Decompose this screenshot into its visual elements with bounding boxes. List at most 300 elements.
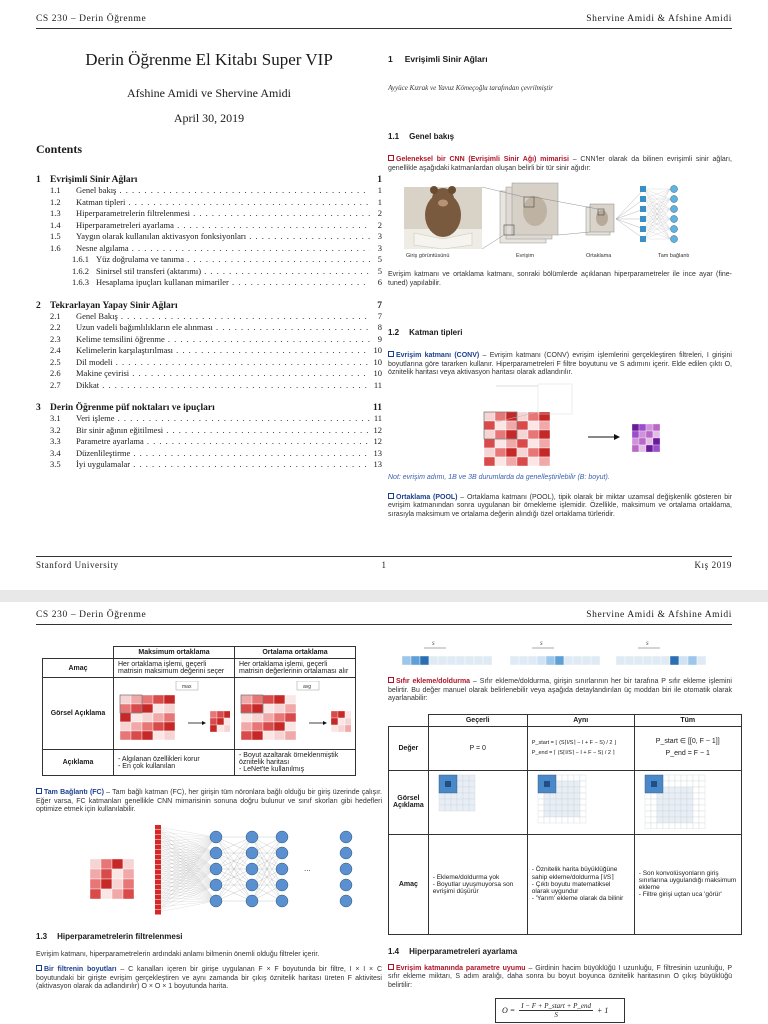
pad-cell <box>574 775 580 781</box>
conv-input-grid <box>484 412 550 466</box>
pad-filter-center <box>544 781 550 787</box>
pool-output-cell <box>217 718 224 725</box>
pad-cell <box>645 793 651 799</box>
fc-hidden-neuron <box>276 895 288 907</box>
pad-cell <box>651 799 657 805</box>
conv-output-cell <box>646 431 653 438</box>
pad-cell <box>574 799 580 805</box>
pad-cell <box>699 811 705 817</box>
toc-entry[interactable]: 1.6.2 Sinirsel stil transferi (aktarımı) . . . 5 <box>36 266 382 278</box>
toc-entry[interactable]: 2.5 Dil modeli . . . 10 <box>36 357 382 369</box>
pool-output-cell <box>210 711 217 718</box>
toc-section[interactable]: 2 Tekrarlayan Yapay Sinir Ağları 7 <box>36 300 382 311</box>
pool-cell <box>142 722 153 731</box>
toc-section[interactable]: 1 Evrişimli Sinir Ağları 1 <box>36 175 382 185</box>
pad-cell <box>544 817 550 823</box>
toc-entry[interactable]: 2.2 Uzun vadeli bağımlılıkların ele alınması . . . 8 <box>36 322 382 334</box>
fig-label-conv: Evrişim <box>516 253 535 259</box>
pad-cell <box>538 805 544 811</box>
conv-cell <box>506 448 517 457</box>
pool-output-cell <box>224 718 230 725</box>
pad-cell <box>645 811 651 817</box>
pad-cell <box>669 787 675 793</box>
toc-entry[interactable]: 1.2 Katman tipleri . . . 1 <box>36 197 382 209</box>
fc-flat-neuron <box>155 900 161 905</box>
pad-cell <box>681 781 687 787</box>
conv-cell <box>506 421 517 430</box>
max-pool-input-grid <box>120 695 175 740</box>
table-row <box>43 659 356 678</box>
pool-cell <box>241 695 252 704</box>
stride-cell <box>438 656 447 665</box>
fc-input-cell <box>112 879 123 889</box>
toc-entry[interactable]: 3.1 Veri işleme . . . 11 <box>36 413 382 425</box>
title-toc-column <box>36 50 382 471</box>
pad-cell <box>669 793 675 799</box>
pad-cell <box>580 793 586 799</box>
pad-cell <box>580 781 586 787</box>
pad-filter-center <box>651 781 657 787</box>
stride-cell <box>456 656 465 665</box>
pad-cell <box>669 823 675 829</box>
pad-cell <box>699 793 705 799</box>
pool-cell <box>142 713 153 722</box>
fc-input-cell <box>123 869 134 879</box>
max-pool-output-grid <box>210 711 230 732</box>
pad-cell <box>550 805 556 811</box>
row-header-gorsel: Görsel Açıklama <box>389 770 429 834</box>
fc-hidden-neuron <box>276 847 288 859</box>
pad-cell <box>651 811 657 817</box>
cell-avg-aciklama: - Boyut azaltarak örneklenmiştik öznitelik haritası - LeNet'te kullanılmış <box>235 750 356 776</box>
conv-output-cell <box>639 431 646 438</box>
toc-entry[interactable]: 3.3 Parametre ayarlama . . . 12 <box>36 436 382 448</box>
fc-output-neuron <box>671 236 678 243</box>
pad-cell <box>445 799 451 805</box>
toc-entry[interactable]: 1.6.3 Hesaplama ipuçları kullanan mimariler . . . 6 <box>36 277 382 289</box>
footer <box>36 560 732 570</box>
fc-neuron <box>640 196 646 202</box>
stride-cell <box>465 656 474 665</box>
keyword-conv: Evrişim katmanı (CONV) <box>388 352 479 359</box>
stride-cell <box>537 656 546 665</box>
formula-rhs: + 1 <box>596 1006 609 1015</box>
fc-output-neuron <box>340 847 352 859</box>
pad-cell <box>651 805 657 811</box>
fc-input-cell <box>123 859 134 869</box>
stride-label: S <box>646 642 649 647</box>
pool-cell <box>153 713 164 722</box>
running-head-left: CS 230 – Derin Öğrenme <box>36 610 147 620</box>
pad-cell <box>699 799 705 805</box>
pad-cell <box>580 805 586 811</box>
pad-cell <box>580 817 586 823</box>
fc-output-neuron <box>671 196 678 203</box>
page-gap <box>0 590 768 602</box>
pad-cell <box>568 787 574 793</box>
pad-cell <box>538 817 544 823</box>
pad-cell <box>580 775 586 781</box>
stride-cell <box>625 656 634 665</box>
stride-cell <box>634 656 643 665</box>
fc-hidden-neuron <box>246 879 258 891</box>
conv-cell <box>484 439 495 448</box>
pool-cell <box>131 722 142 731</box>
pad-cell <box>663 781 669 787</box>
pad-cell <box>681 787 687 793</box>
fc-flat-neuron <box>155 850 161 855</box>
cell-same-amac: - Öznitelik harita büyüklüğüne sahip ekleme/doldurma ⌈I/S⌉ - Çıktı boyutu matematiksel olarak uygundur - 'Yarım' ekleme olarak da bilinir <box>527 834 634 934</box>
contents-heading: Contents <box>36 142 83 156</box>
stride-cell <box>652 656 661 665</box>
conv-cell <box>495 430 506 439</box>
same-pend-formula: P_end = ⌈ (S⌈I/S⌉ − I + F − S) / 2 ⌉ <box>531 750 615 756</box>
same-pad-visual <box>532 773 630 829</box>
pool-cell <box>131 713 142 722</box>
keyword-pool: Ortaklama (POOL) <box>388 494 458 501</box>
toc-entry[interactable]: 2.7 Dikkat . . . 11 <box>36 380 382 392</box>
pool-cell <box>252 731 263 740</box>
table-row <box>43 678 356 750</box>
pool-cell <box>153 731 164 740</box>
zero-padding-paragraph <box>388 677 732 704</box>
fig-label-pool: Ortaklama <box>586 253 612 259</box>
conv-output-cell <box>653 424 660 431</box>
pool-cell <box>263 731 274 740</box>
pool-cell <box>274 704 285 713</box>
fc-hidden-neuron <box>210 847 222 859</box>
section-number: 1 <box>388 54 393 64</box>
toc-entry[interactable]: 1.4 Hiperparametreleri ayarlama . . . 2 <box>36 220 382 232</box>
stride-label: S <box>540 642 543 647</box>
pad-cell <box>693 823 699 829</box>
fc-flat-neuron <box>155 825 161 830</box>
pool-cell <box>285 695 296 704</box>
fc-output-neuron <box>340 895 352 907</box>
fc-flat-neuron <box>155 870 161 875</box>
pad-cell <box>699 823 705 829</box>
pool-output-cell <box>224 711 230 718</box>
pool-cell <box>164 704 175 713</box>
fc-flat-neuron <box>155 880 161 885</box>
stride-cell <box>447 656 456 665</box>
pool-cell <box>263 695 274 704</box>
pool-cell <box>274 695 285 704</box>
formula-fraction <box>519 1002 593 1019</box>
fc-input-cell <box>101 889 112 899</box>
pad-cell <box>556 793 562 799</box>
fc-flat-neuron <box>155 835 161 840</box>
pad-cell <box>469 799 475 805</box>
fc-flat-neuron <box>155 890 161 895</box>
pad-cell <box>693 799 699 805</box>
stride-cell <box>528 656 537 665</box>
toc-entry[interactable]: 2.3 Kelime temsilini öğrenme . . . 9 <box>36 334 382 346</box>
pool-cell <box>142 695 153 704</box>
conv-cell <box>484 448 495 457</box>
pool-cell <box>263 722 274 731</box>
toc-entry[interactable]: 1.1 Genel bakış . . . 1 <box>36 185 382 197</box>
fc-ellipsis: ... <box>304 863 311 873</box>
keyword-zero-padding: Sıfır ekleme/doldurma <box>388 678 470 685</box>
conv-figure <box>388 382 732 474</box>
fc-flat-neuron <box>155 855 161 860</box>
cell-same-visual <box>527 770 634 834</box>
running-head-2 <box>36 610 732 620</box>
fc-input-cell <box>101 859 112 869</box>
pool-cell <box>120 695 131 704</box>
avg-pool-input-grid <box>241 695 296 740</box>
pad-cell <box>663 793 669 799</box>
toc-entry[interactable]: 2.1 Genel Bakış . . . 7 <box>36 311 382 323</box>
conv-output-cell <box>653 438 660 445</box>
conv-cell <box>484 412 495 421</box>
conv-cell <box>528 421 539 430</box>
checkbox-icon <box>388 351 394 357</box>
stride-cell <box>546 656 555 665</box>
fc-network <box>155 825 352 915</box>
fc-input-cell <box>90 869 101 879</box>
pad-cell <box>457 793 463 799</box>
toc-entry[interactable]: 1.6 Nesne algılama . . . 3 <box>36 243 382 255</box>
pool-output-cell <box>331 711 338 718</box>
pad-cell <box>699 805 705 811</box>
pad-cell <box>574 805 580 811</box>
conv-output-cell <box>653 431 660 438</box>
subsection-heading-1-1 <box>388 132 732 141</box>
pad-cell <box>693 817 699 823</box>
conv-cell <box>517 421 528 430</box>
formula-numerator: I − F + P_start + P_end <box>521 1002 591 1010</box>
pool-cell <box>285 713 296 722</box>
pool-cell <box>153 704 164 713</box>
fc-hidden-neuron <box>210 863 222 875</box>
pad-cell <box>663 799 669 805</box>
cell-full-value <box>634 726 741 770</box>
cell-valid-value: P = 0 <box>428 726 527 770</box>
pool-output-cell <box>224 725 230 732</box>
pool-cell <box>263 713 274 722</box>
cell-avg-amac: Her ortaklama işlemi, geçerli matrisin değerlerinin ortalaması alır <box>235 659 356 678</box>
stride-cell <box>519 656 528 665</box>
conv-cell <box>484 457 495 466</box>
pad-cell <box>675 823 681 829</box>
stride-cell <box>679 656 688 665</box>
conv-cell <box>517 448 528 457</box>
pad-cell <box>463 781 469 787</box>
pad-cell <box>663 775 669 781</box>
toc-entry[interactable]: 3.4 Düzenlileştirme . . . 13 <box>36 448 382 460</box>
pad-cell <box>669 775 675 781</box>
toc-entry[interactable]: 2.6 Makine çevirisi . . . 10 <box>36 368 382 380</box>
pad-cell <box>568 817 574 823</box>
pooling-table <box>42 646 356 776</box>
pad-cell <box>681 799 687 805</box>
pad-cell <box>687 799 693 805</box>
pad-cell <box>556 787 562 793</box>
pad-cell <box>669 805 675 811</box>
paragraph-text: – Girdinin hacim büyüklüğü I uzunluğu, F filtresinin uzunluğu, P sıfır ekleme miktarı, S adım aralığı, daha sonra bu boyut boyunca öznitelik haritasının O çıkış büyüklüğü belirtilir: <box>388 964 732 989</box>
pad-cell <box>562 817 568 823</box>
toc-entry[interactable]: 3.5 İyi uygulamalar . . . 13 <box>36 459 382 471</box>
output-size-formula <box>495 998 625 1023</box>
cnn-architecture-figure <box>388 181 732 271</box>
pad-cell <box>645 823 651 829</box>
fc-input-cell <box>101 869 112 879</box>
conv-output-cell <box>653 445 660 452</box>
pad-cell <box>580 811 586 817</box>
pad-cell <box>657 799 663 805</box>
table-row <box>389 834 742 934</box>
conv-cell <box>539 448 550 457</box>
toc-entry[interactable]: 3.2 Bir sinir ağının eğitilmesi . . . 12 <box>36 425 382 437</box>
pad-cell <box>693 787 699 793</box>
pad-cell <box>681 823 687 829</box>
fc-output-neuron <box>340 863 352 875</box>
cell-max-aciklama: - Algılanan özellikleri korur - En çok kullanılan <box>114 750 235 776</box>
pad-cell <box>451 805 457 811</box>
conv-cell <box>517 457 528 466</box>
checkbox-icon <box>388 155 394 161</box>
pool-cell <box>274 713 285 722</box>
pad-cell <box>544 799 550 805</box>
pool-cell <box>142 731 153 740</box>
stride-cell <box>474 656 483 665</box>
toc-entry[interactable]: 1.3 Hiperparametrelerin filtrelenmesi . . . 2 <box>36 208 382 220</box>
pad-cell <box>463 793 469 799</box>
pool-cell <box>274 722 285 731</box>
pad-cell <box>699 817 705 823</box>
conv-cell <box>506 430 517 439</box>
subsection-title: Hiperparametreleri ayarlama <box>409 946 518 956</box>
pad-cell <box>687 775 693 781</box>
fc-input-cell <box>90 859 101 869</box>
subsection-title: Hiperparametrelerin filtrelenmesi <box>57 931 183 941</box>
pad-cell <box>538 811 544 817</box>
pad-cell <box>669 799 675 805</box>
pool-cell <box>142 704 153 713</box>
stride-cell <box>483 656 492 665</box>
fig-label-input: Giriş görüntüsünü <box>406 253 450 259</box>
toc-entry[interactable]: 2.4 Kelimelerin karşılaştırılması . . . 10 <box>36 345 382 357</box>
fc-input-cell <box>112 889 123 899</box>
pad-cell <box>663 817 669 823</box>
convolution-stack <box>500 183 558 243</box>
fc-output-neuron <box>671 206 678 213</box>
stride-cell <box>670 656 679 665</box>
paragraph-text: – Ortaklama katmanı (POOL), tipik olarak bir miktar uzamsal değişkenlik gösteren bir evrişim katmanından sonra uygulanan bir örnekleme işlemidir. Özellikle, maksimum ve ortalama ortaklama, sırasıyla maksimum ve ortalama değerin alındığı özel ortaklama türleridir. <box>388 493 732 518</box>
pad-cell <box>669 781 675 787</box>
paragraph-text: – Tam bağlı katman (FC), her girişin tüm nöronlara bağlı olduğu bir giriş üzerinde çalışır. Eğer varsa, FC katmanları genellikle CNN mimarisinin sonuna doğru bulunur ve sınıf skorları gibi hedefleri optimize etmek için kullanılabilir. <box>36 789 382 813</box>
conv-output-cell <box>646 438 653 445</box>
stride-cell <box>591 656 600 665</box>
subsection-number: 1.1 <box>388 132 400 141</box>
conv-cell <box>539 457 550 466</box>
pad-cell <box>550 799 556 805</box>
fc-flat-neuron <box>155 910 161 915</box>
subsection-number: 1.4 <box>388 946 400 956</box>
pad-cell <box>568 805 574 811</box>
stride-cell <box>510 656 519 665</box>
cell-max-visual <box>114 678 235 750</box>
conv-output-cell <box>639 424 646 431</box>
fc-flat-neuron <box>155 830 161 835</box>
subsection-heading-1-3 <box>36 932 382 941</box>
pad-cell <box>645 805 651 811</box>
pool-cell <box>274 731 285 740</box>
page2-right-column <box>388 636 737 1023</box>
keyword-fc: Tam Bağlantı (FC) <box>36 789 104 796</box>
pool-cell <box>120 704 131 713</box>
max-tag: max <box>182 683 192 690</box>
full-pend-formula: P_end = F − 1 <box>665 750 710 757</box>
pad-cell <box>657 811 663 817</box>
stride-cell <box>643 656 652 665</box>
pool-cell <box>241 713 252 722</box>
conv-note: Not: evrişim adımı, 1B ve 3B durumlarda da genelleştirilebilir (B: boyut). <box>388 473 610 481</box>
pad-cell <box>562 799 568 805</box>
pool-output-cell <box>331 718 338 725</box>
checkbox-icon <box>36 965 42 971</box>
conv-cell <box>528 448 539 457</box>
pad-cell <box>657 805 663 811</box>
toc-entry[interactable]: 1.6.1 Yüz doğrulama ve tanıma . . . 5 <box>36 254 382 266</box>
fc-input-cell <box>123 879 134 889</box>
fc-figure <box>36 819 382 919</box>
conv-cell <box>484 430 495 439</box>
pad-cell <box>550 811 556 817</box>
fc-hidden-neuron <box>246 895 258 907</box>
pad-cell <box>651 793 657 799</box>
pad-cell <box>580 799 586 805</box>
fc-hidden-neuron <box>246 847 258 859</box>
pool-cell <box>252 704 263 713</box>
pad-cell <box>457 775 463 781</box>
pad-cell <box>439 793 445 799</box>
pad-cell <box>463 787 469 793</box>
padding-table <box>388 714 742 935</box>
toc-section[interactable]: 3 Derin Öğrenme püf noktaları ve ipuçları 11 <box>36 403 382 413</box>
pad-cell <box>681 817 687 823</box>
pool-output-cell <box>210 725 217 732</box>
pad-cell <box>556 781 562 787</box>
cell-max-amac: Her ortaklama işlemi, geçerli matrisin maksimum değerini seçer <box>114 659 235 678</box>
fc-paragraph <box>36 788 382 815</box>
pool-cell <box>153 695 164 704</box>
cnn-diagram <box>388 181 732 261</box>
row-header-deger: Değer <box>389 726 429 770</box>
running-head <box>36 14 732 24</box>
pad-cell <box>556 805 562 811</box>
pad-cell <box>556 811 562 817</box>
stride-strips <box>402 642 706 665</box>
toc-entry[interactable]: 1.5 Yaygın olarak kullanılan aktivasyon fonksiyonları . . . 3 <box>36 231 382 243</box>
stride-cell <box>661 656 670 665</box>
pad-cell <box>699 775 705 781</box>
pad-cell <box>544 811 550 817</box>
stride-cell <box>402 656 411 665</box>
pad-cell <box>568 793 574 799</box>
paragraph-text: – C kanalları içeren bir girişe uygulanan F × F boyutunda bir filtre, I × I × C boyutundaki bir girişte evrişim gerçekleştiren ve aynı zamanda bir çıkış öznitelik haritası üreten F aktivitesi (aktivasyon olarak da adlandırılır) O × O × 1 boyutunda harita. <box>36 966 382 990</box>
conv-cell <box>528 430 539 439</box>
pool-output-cell <box>217 725 224 732</box>
fc-hidden-neuron <box>276 831 288 843</box>
pool-cell <box>131 695 142 704</box>
pad-cell <box>562 787 568 793</box>
fc-neuron <box>640 206 646 212</box>
pad-cell <box>657 793 663 799</box>
pad-cell <box>675 805 681 811</box>
